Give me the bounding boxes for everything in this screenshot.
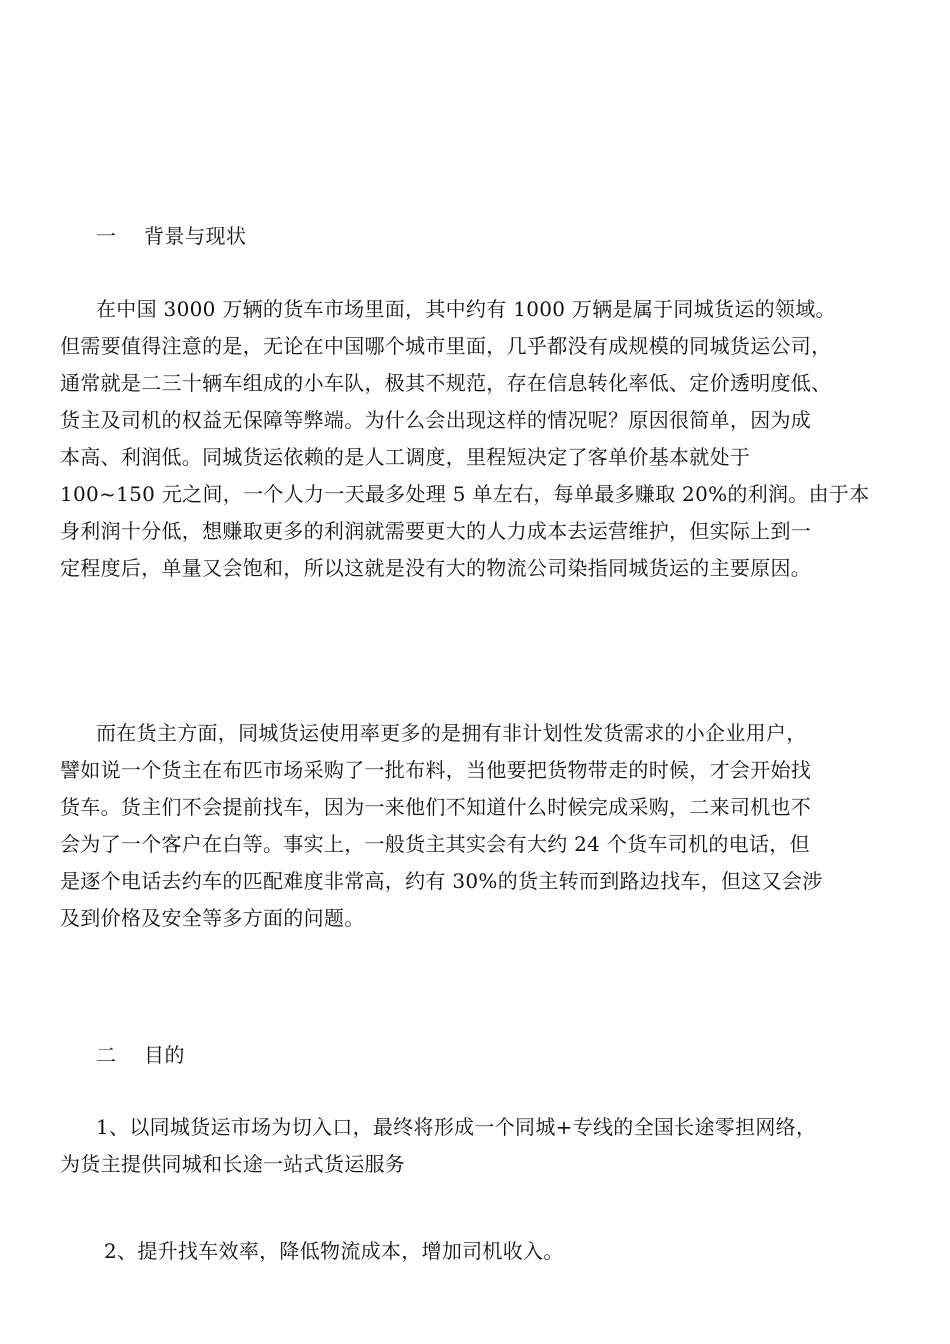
text-line: 譬如说一个货主在布匹市场采购了一批布料，当他要把货物带走的时候，才会开始找 — [60, 758, 812, 782]
text-line: 身利润十分低，想赚取更多的利润就需要更大的人力成本去运营维护，但实际上到一 — [60, 519, 812, 543]
section-1-title: 背景与现状 — [144, 224, 247, 248]
text-line: 通常就是二三十辆车组成的小车队，极其不规范，存在信息转化率低、定价透明度低、 — [60, 371, 832, 395]
text-line: 1、以同城货运市场为切入口，最终将形成一个同城+专线的全国长途零担网络， — [96, 1115, 817, 1139]
section-1-heading — [96, 222, 247, 250]
text-line: 定程度后，单量又会饱和，所以这就是没有大的物流公司染指同城货运的主要原因。 — [60, 556, 812, 580]
text-line: 及到价格及安全等多方面的问题。 — [60, 906, 365, 930]
text-line: 货主及司机的权益无保障等弊端。为什么会出现这样的情况呢？原因很简单，因为成 — [60, 408, 812, 432]
section-1-paragraph-2 — [60, 715, 900, 937]
text-line: 但需要值得注意的是，无论在中国哪个城市里面，几乎都没有成规模的同城货运公司， — [60, 334, 832, 358]
text-line: 2、提升找车效率，降低物流成本，增加司机收入。 — [104, 1239, 564, 1263]
section-2-title: 目的 — [144, 1043, 185, 1067]
text-line: 为货主提供同城和长途一站式货运服务 — [60, 1152, 406, 1176]
section-1-paragraph-1 — [60, 291, 900, 587]
section-2-heading — [96, 1041, 185, 1069]
section-2-item-1 — [60, 1109, 900, 1183]
text-line: 货车。货主们不会提前找车，因为一来他们不知道什么时候完成采购，二来司机也不 — [60, 795, 812, 819]
text-line: 而在货主方面，同城货运使用率更多的是拥有非计划性发货需求的小企业用户， — [96, 721, 807, 745]
section-1-number: 一 — [96, 224, 117, 248]
text-line: 在中国 3000 万辆的货车市场里面，其中约有 1000 万辆是属于同城货运的领域。 — [96, 297, 836, 321]
text-line: 100~150 元之间，一个人力一天最多处理 5 单左右，每单最多赚取 20%的利润。由于本 — [60, 482, 870, 506]
section-2-number: 二 — [96, 1043, 117, 1067]
text-line: 本高、利润低。同城货运依赖的是人工调度，里程短决定了客单价基本就处于 — [60, 445, 751, 469]
text-line: 是逐个电话去约车的匹配难度非常高，约有 30%的货主转而到路边找车，但这又会涉 — [60, 869, 823, 893]
text-line: 会为了一个客户在白等。事实上，一般货主其实会有大约 24 个货车司机的电话，但 — [60, 832, 810, 856]
section-2-item-2 — [60, 1233, 900, 1270]
